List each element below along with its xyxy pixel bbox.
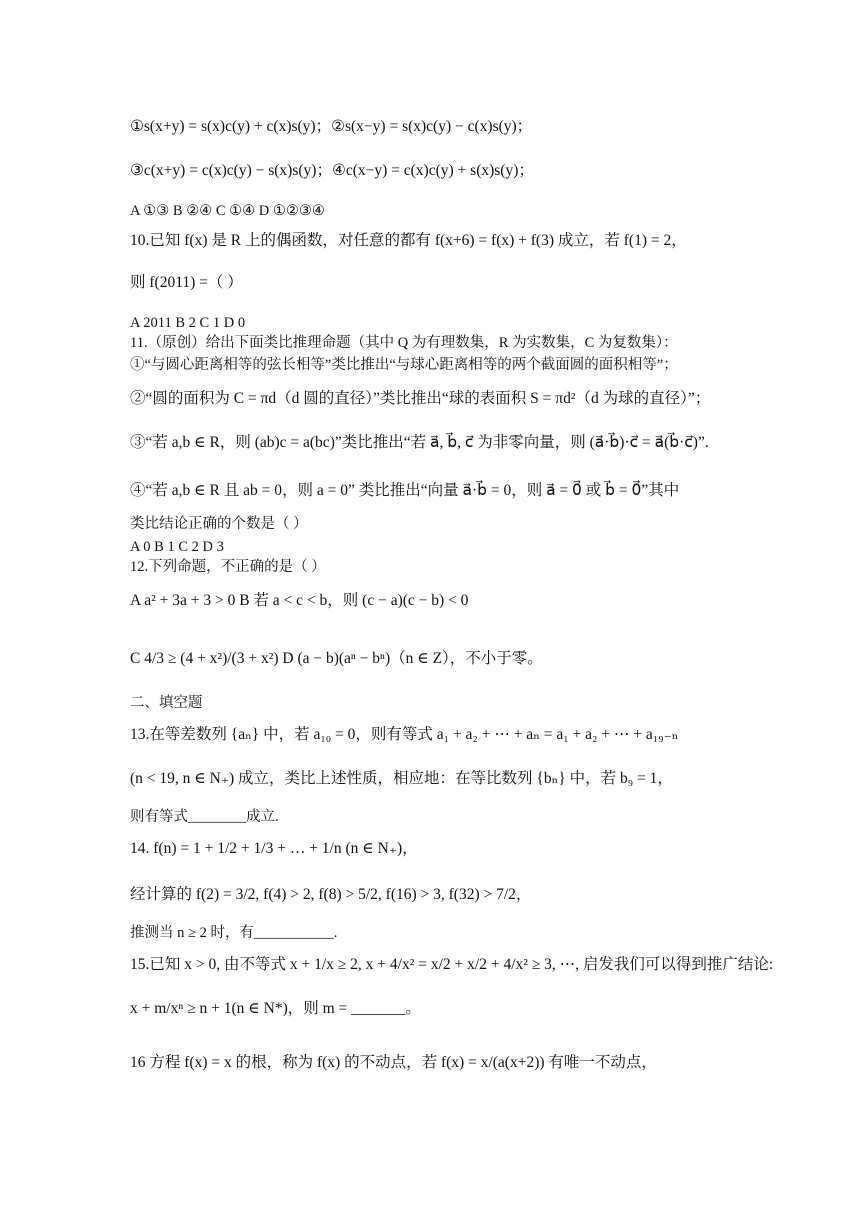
q14-blank: 推测当 n ≥ 2 时，有___________. <box>130 925 338 941</box>
q13-blank: 则有等式________成立. <box>130 809 279 825</box>
q15-stem: 15.已知 x > 0, 由不等式 x + 1/x ≥ 2, x + 4/x² = x/2 + x/2 + 4/x² ≥ 3, ⋯, 启发我们可以得到推广结论: <box>130 956 774 973</box>
q12-choices-c-d: C 4/3 ≥ (4 + x²)/(3 + x²) D (a − b)(aⁿ − bⁿ)（n ∈ Z），不小于零。 <box>130 650 543 667</box>
q15-blank: x + m/xⁿ ≥ n + 1(n ∈ N*)，则 m = _______。 <box>130 1000 421 1017</box>
q14-function: 14. f(n) = 1 + 1/2 + 1/3 + … + 1/n (n ∈ N₊)， <box>130 840 418 857</box>
q14-values: 经计算的 f(2) = 3/2, f(4) > 2, f(8) > 5/2, f(16) > 3, f(32) > 7/2， <box>130 886 532 903</box>
q11-stem: 11.（原创）给出下面类比推理命题（其中 Q 为有理数集，R 为实数集，C 为复数集）： <box>130 335 678 351</box>
q10-stem: 10.已知 f(x) 是 R 上的偶函数，对任意的都有 f(x+6) = f(x) + f(3) 成立，若 f(1) = 2， <box>130 232 687 249</box>
q9-choices: A ①③ B ②④ C ①④ D ①②③④ <box>130 203 325 219</box>
q10-question: 则 f(2011) =（ ） <box>130 274 243 291</box>
q11-question: 类比结论正确的个数是（ ） <box>130 516 308 532</box>
q11-item-4: ④“若 a,b ∈ R 且 ab = 0，则 a = 0” 类比推出“向量 a⃗·b⃗ = 0，则 a⃗ = 0⃗ 或 b⃗ = 0⃗”其中 <box>130 482 680 499</box>
q11-item-1: ①“与圆心距离相等的弦长相等”类比推出“与球心距离相等的两个截面圆的面积相等”； <box>130 357 678 373</box>
q16-stem: 16 方程 f(x) = x 的根，称为 f(x) 的不动点，若 f(x) = x/(a(x+2)) 有唯一不动点， <box>130 1054 657 1071</box>
q10-choices: A 2011 B 2 C 1 D 0 <box>130 315 246 331</box>
q13-analogy: (n < 19, n ∈ N₊) 成立，类比上述性质，相应地：在等比数列 {bₙ} 中，若 b₉ = 1， <box>130 770 673 787</box>
section-heading: 二、填空题 <box>130 695 203 711</box>
q13-stem: 13.在等差数列 {aₙ} 中，若 a₁₀ = 0，则有等式 a₁ + a₂ + ⋯ + aₙ = a₁ + a₂ + ⋯ + a₁₉₋ₙ <box>130 726 679 743</box>
q11-choices: A 0 B 1 C 2 D 3 <box>130 539 224 555</box>
q11-item-3: ③“若 a,b ∈ R，则 (ab)c = a(bc)”类比推出“若 a⃗, b⃗, c⃗ 为非零向量，则 (a⃗·b⃗)·c⃗ = a⃗(b⃗·c⃗)”. <box>130 434 709 451</box>
q12-choices-a-b: A a² + 3a + 3 > 0 B 若 a < c < b，则 (c − a)(c − b) < 0 <box>130 592 469 609</box>
option-identities-1-2: ①s(x+y) = s(x)c(y) + c(x)s(y)；②s(x−y) = s(x)c(y) − c(x)s(y)； <box>130 118 533 135</box>
q12-stem: 12.下列命题，不正确的是（ ） <box>130 559 326 575</box>
q11-item-2: ②“圆的面积为 C = πd（d 圆的直径）”类比推出“球的表面积 S = πd²（d 为球的直径）”； <box>130 390 711 407</box>
option-identities-3-4: ③c(x+y) = c(x)c(y) − s(x)s(y)；④c(x−y) = c(x)c(y) + s(x)s(y)； <box>130 162 534 179</box>
